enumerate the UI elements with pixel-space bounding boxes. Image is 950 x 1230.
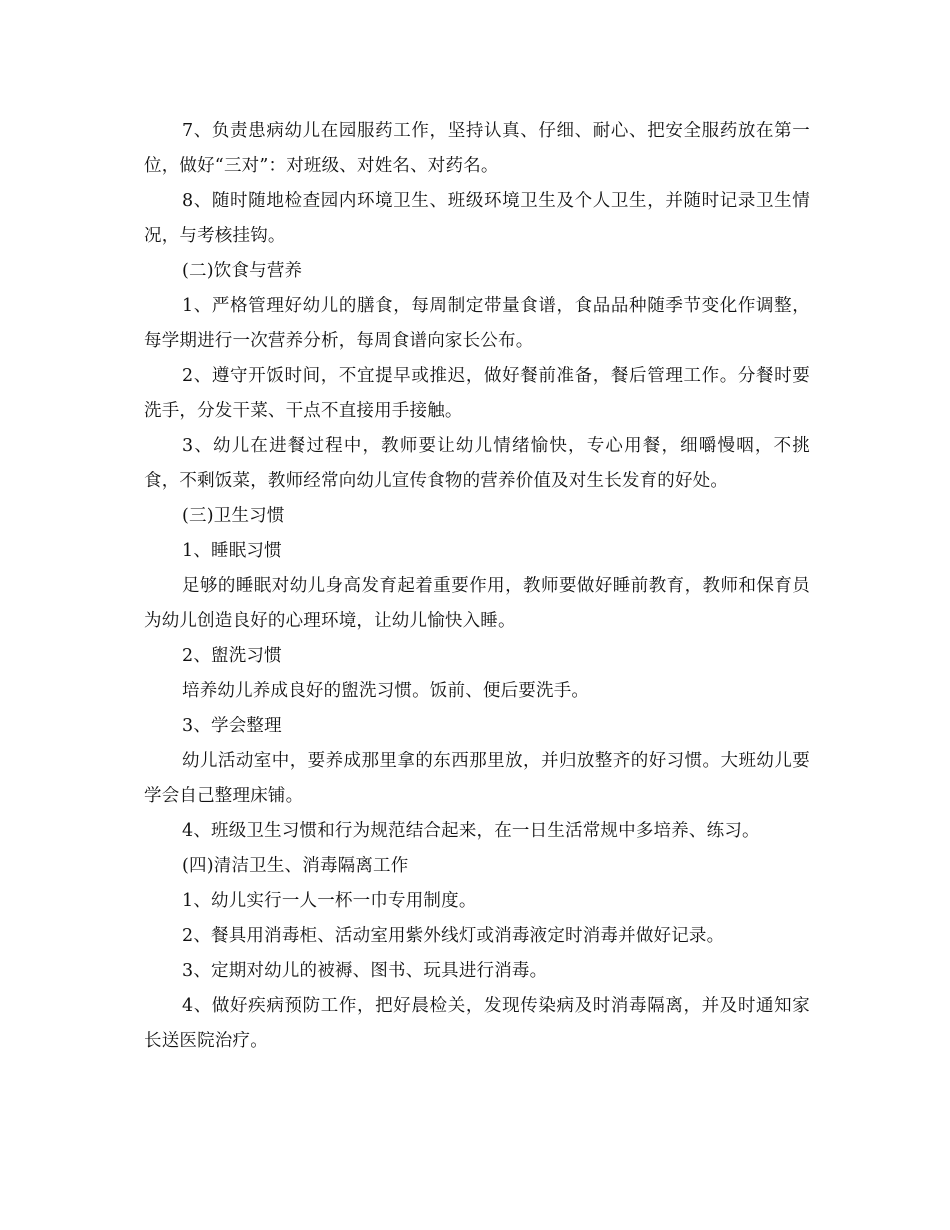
paragraph-diet-2: 2、遵守开饭时间，不宜提早或推迟，做好餐前准备，餐后管理工作。分餐时要洗手，分发干菜、干点不直接用手接触。 bbox=[144, 366, 810, 421]
paragraph-cleaning-2: 2、餐具用消毒柜、活动室用紫外线灯或消毒液定时消毒并做好记录。 bbox=[182, 926, 725, 946]
subheading-sleep-habits: 1、睡眠习惯 bbox=[182, 541, 282, 561]
paragraph-cleaning-3: 3、定期对幼儿的被褥、图书、玩具进行消毒。 bbox=[182, 961, 548, 981]
paragraph-diet-1: 1、严格管理好幼儿的膳食，每周制定带量食谱，食品品种随季节变化作调整，每学期进行一次营养分析，每周食谱向家长公布。 bbox=[144, 296, 810, 351]
subheading-tidying: 3、学会整理 bbox=[182, 716, 282, 736]
paragraph-sleep: 足够的睡眠对幼儿身高发育起着重要作用，教师要做好睡前教育，教师和保育员为幼儿创造良好的心理环境，让幼儿愉快入睡。 bbox=[144, 576, 810, 631]
paragraph-diet-3: 3、幼儿在进餐过程中，教师要让幼儿情绪愉快，专心用餐，细嚼慢咽，不挑食，不剩饭菜，教师经常向幼儿宣传食物的营养价值及对生长发育的好处。 bbox=[144, 436, 810, 491]
subheading-washing-habits: 2、盥洗习惯 bbox=[182, 646, 282, 666]
paragraph-cleaning-1: 1、幼儿实行一人一杯一巾专用制度。 bbox=[182, 891, 477, 911]
section-heading-cleaning-disinfection: (四)清洁卫生、消毒隔离工作 bbox=[182, 856, 409, 876]
paragraph-item-8: 8、随时随地检查园内环境卫生、班级环境卫生及个人卫生，并随时记录卫生情况，与考核挂钩。 bbox=[144, 191, 810, 246]
paragraph-item-7: 7、负责患病幼儿在园服药工作，坚持认真、仔细、耐心、把安全服药放在第一位，做好“三对”：对班级、对姓名、对药名。 bbox=[144, 121, 810, 176]
section-heading-diet-nutrition: (二)饮食与营养 bbox=[182, 261, 303, 281]
paragraph-washing: 培养幼儿养成良好的盥洗习惯。饭前、便后要洗手。 bbox=[182, 681, 590, 701]
paragraph-cleaning-4: 4、做好疾病预防工作，把好晨检关，发现传染病及时消毒隔离，并及时通知家长送医院治疗。 bbox=[144, 996, 810, 1051]
document-body bbox=[144, 114, 810, 1059]
paragraph-tidying: 幼儿活动室中，要养成那里拿的东西那里放，并归放整齐的好习惯。大班幼儿要学会自己整理床铺。 bbox=[144, 751, 810, 806]
paragraph-hygiene-4: 4、班级卫生习惯和行为规范结合起来，在一日生活常规中多培养、练习。 bbox=[182, 821, 760, 841]
section-heading-hygiene-habits: (三)卫生习惯 bbox=[182, 506, 285, 526]
